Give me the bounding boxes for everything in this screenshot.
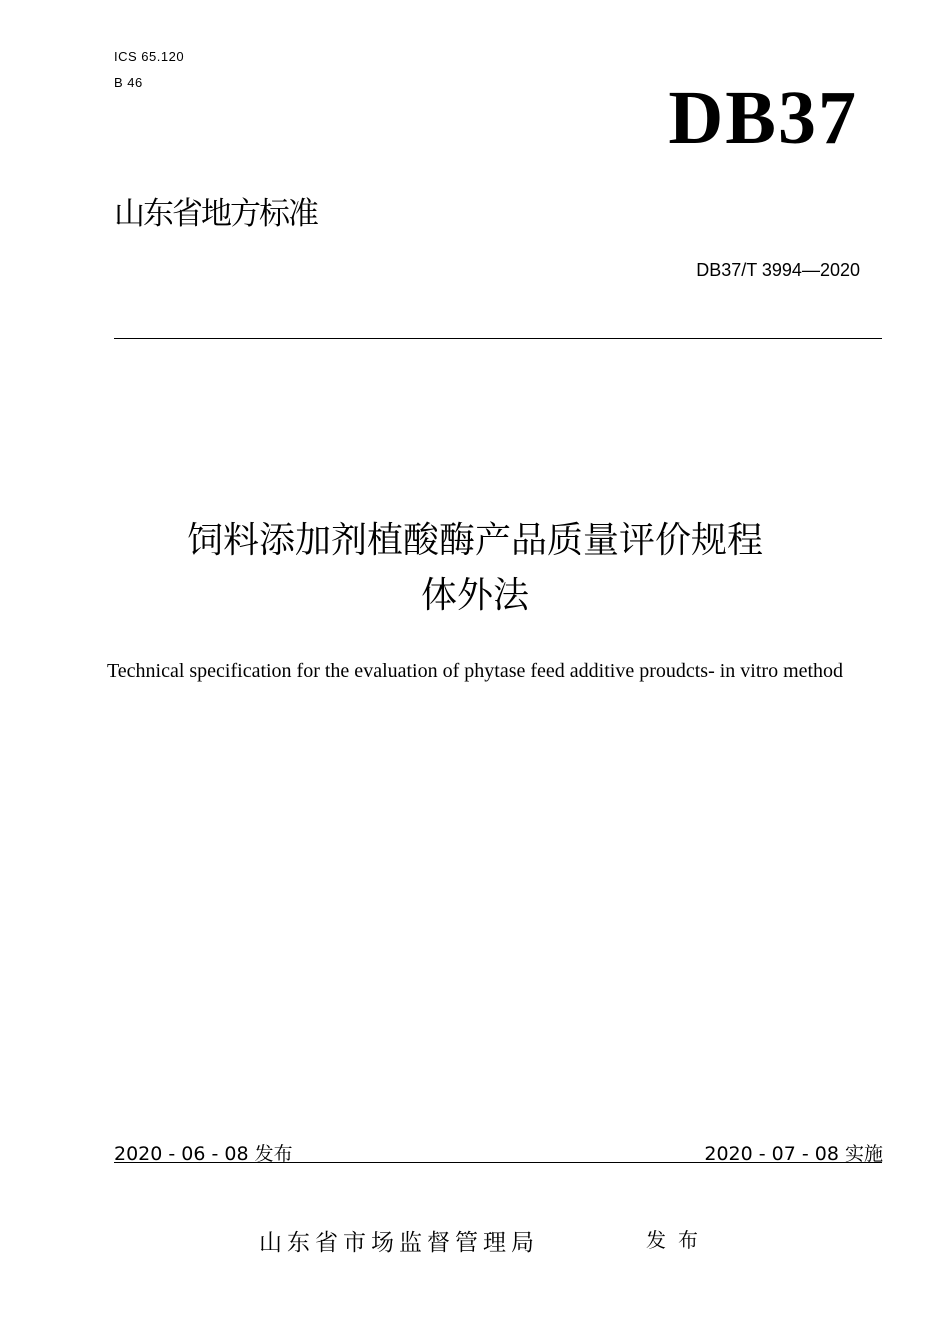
standard-type: 山东省地方标准	[114, 196, 317, 232]
title-chinese-line-1: 饲料添加剂植酸酶产品质量评价规程	[186, 520, 763, 561]
issue-label: 发布	[646, 1228, 710, 1252]
standard-number: DB37/T 3994—2020	[696, 260, 860, 280]
implementation-date: 2020 - 07 - 08 实施	[704, 1143, 883, 1165]
title-english: Technical specification for the evaluation of phytase feed additive proudcts- in vitro method	[106, 660, 844, 682]
ccs-code: B 46	[114, 75, 143, 90]
bottom-divider	[114, 1162, 882, 1163]
top-divider	[114, 338, 882, 339]
issuing-authority: 山东省市场监督管理局	[259, 1230, 539, 1256]
standard-logo: DB37	[668, 76, 858, 160]
ics-code: ICS 65.120	[114, 49, 185, 64]
issue-date: 2020 - 06 - 08 发布	[114, 1143, 293, 1165]
title-chinese-line-2: 体外法	[420, 575, 529, 616]
